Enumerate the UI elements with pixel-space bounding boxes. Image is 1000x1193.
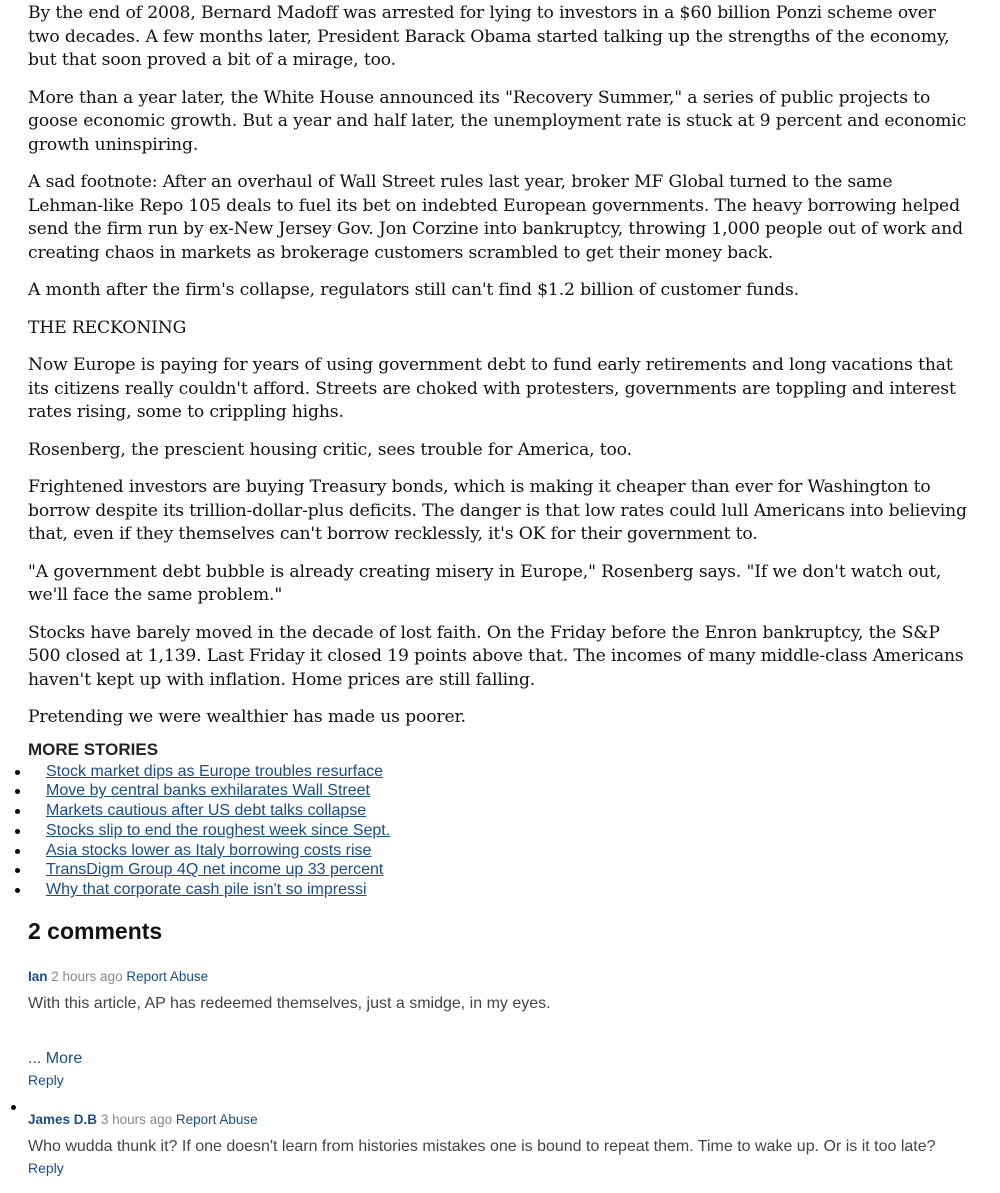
article-paragraph: A month after the firm's collapse, regulators still can't find $1.2 billion of customer funds. xyxy=(28,280,799,300)
section-heading: THE RECKONING xyxy=(28,317,187,338)
story-link[interactable]: Why that corporate cash pile isn't so impressi xyxy=(46,881,367,899)
bullet-icon xyxy=(15,770,20,775)
list-item xyxy=(28,880,968,900)
comment-body: With this article, AP has redeemed themselves, just a smidge, in my eyes. xyxy=(28,995,551,1013)
list-item xyxy=(28,781,968,801)
list-item xyxy=(28,841,968,861)
bullet-icon xyxy=(15,789,20,794)
article-paragraph: Stocks have barely moved in the decade of lost faith. On the Friday before the Enron bankruptcy, the S&P 500 closed at 1,139. Last Friday it closed 19 points above that. The incomes of many middle-class Americans haven't kept up with inflation. Home prices are still falling. xyxy=(28,622,964,690)
comment-meta xyxy=(28,968,968,985)
story-link[interactable]: Stock market dips as Europe troubles resurface xyxy=(46,762,384,780)
bullet-icon xyxy=(15,829,20,834)
story-link[interactable]: Asia stocks lower as Italy borrowing costs rise xyxy=(46,841,372,859)
story-link[interactable]: Markets cautious after US debt talks collapse xyxy=(46,802,367,820)
bullet-icon xyxy=(15,809,20,814)
article-paragraph: More than a year later, the White House announced its "Recovery Summer," a series of public projects to goose economic growth. But a year and half later, the unemployment rate is stuck at 9 percent and economic growth uninspiring. xyxy=(28,87,967,155)
comment-item xyxy=(28,968,968,1089)
bullet-icon xyxy=(15,888,20,893)
bullet-icon xyxy=(11,1105,16,1110)
more-stories-section xyxy=(28,740,968,901)
list-item xyxy=(28,860,968,880)
list-item xyxy=(28,821,968,841)
article-paragraph: A sad footnote: After an overhaul of Wall Street rules last year, broker MF Global turned to the same Lehman-like Repo 105 deals to fuel its bet on indebted European governments. The heavy borrowing helped send the firm run by ex-New Jersey Gov. Jon Corzine into bankruptcy, throwing 1,000 people out of work and creating chaos in markets as brokerage customers scrambled to get their money back. xyxy=(28,172,963,263)
comment-more-link[interactable]: ... More xyxy=(28,1050,83,1068)
comment-author[interactable]: Ian xyxy=(28,969,48,985)
comment-author[interactable]: James D.B xyxy=(28,1112,98,1128)
comments-section xyxy=(28,916,968,1177)
article-paragraph: Now Europe is paying for years of using government debt to fund early retirements and long vacations that its citizens really couldn't afford. Streets are choked with protesters, governments are toppling and interest rates rising, some to crippling highs. xyxy=(28,355,956,422)
article-body xyxy=(28,2,968,730)
list-item xyxy=(28,762,968,782)
bullet-icon xyxy=(15,868,20,873)
article-paragraph: Rosenberg, the prescient housing critic, sees trouble for America, too. xyxy=(28,439,632,460)
more-stories-heading: MORE STORIES xyxy=(28,739,159,759)
article-paragraph: By the end of 2008, Bernard Madoff was arrested for lying to investors in a $60 billion Ponzi scheme over two decades. A few months later, President Barack Obama started talking up the strengths of the economy, but that soon proved a bit of a mirage, too. xyxy=(28,3,950,70)
report-abuse-link[interactable]: Report Abuse xyxy=(175,1112,258,1128)
article-paragraph: "A government debt bubble is already creating misery in Europe," Rosenberg says. "If we don't watch out, we'll face the same problem." xyxy=(28,561,942,605)
article-paragraph: Pretending we were wealthier has made us poorer. xyxy=(28,707,466,727)
list-item xyxy=(28,801,968,821)
reply-link[interactable]: Reply xyxy=(28,1072,64,1089)
more-stories-list xyxy=(28,762,968,901)
story-link[interactable]: Move by central banks exhilarates Wall Street xyxy=(46,782,370,800)
comment-body: Who wudda thunk it? If one doesn't learn from histories mistakes one is bound to repeat them. Time to wake up. Or is it too late? xyxy=(28,1138,936,1156)
reply-link[interactable]: Reply xyxy=(28,1160,64,1177)
comment-timestamp: 3 hours ago xyxy=(100,1112,173,1128)
comment-meta xyxy=(28,1111,968,1128)
story-link[interactable]: TransDigm Group 4Q net income up 33 percent xyxy=(46,861,384,879)
page-content xyxy=(28,2,968,1177)
comments-count-heading: 2 comments xyxy=(28,918,163,945)
story-link[interactable]: Stocks slip to end the roughest week since Sept. xyxy=(46,821,391,839)
report-abuse-link[interactable]: Report Abuse xyxy=(126,969,209,985)
article-paragraph: Frightened investors are buying Treasury bonds, which is making it cheaper than ever for Washington to borrow despite its trillion-dollar-plus deficits. The danger is that low rates could lull Americans into believing that, even if they themselves can't borrow recklessly, it's OK for their government to. xyxy=(28,477,967,544)
comment-item xyxy=(28,1111,968,1177)
comment-timestamp: 2 hours ago xyxy=(51,969,123,985)
bullet-icon xyxy=(15,849,20,854)
